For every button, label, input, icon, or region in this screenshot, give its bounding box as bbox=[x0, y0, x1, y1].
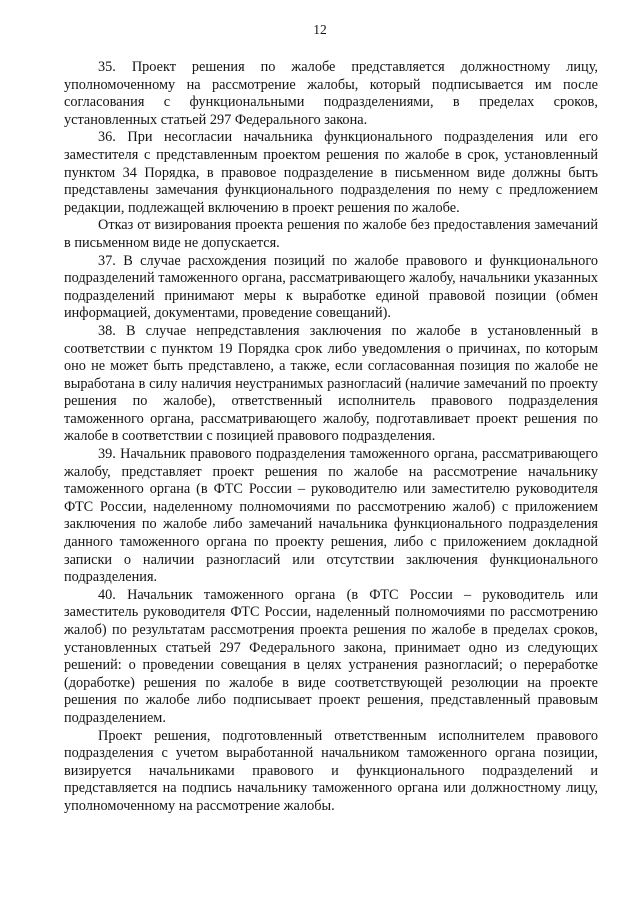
paragraph-37: 37. В случае расхождения позиций по жалобе правового и функционального подразделений таможенного органа, рассматривающего жалобу, начальники указанных подразделений принимают меры к выработке единой правовой позиции (обмен информацией, документами, проведение совещаний). bbox=[64, 252, 598, 322]
paragraph-39: 39. Начальник правового подразделения таможенного органа, рассматривающего жалобу, представляет проект решения по жалобе на рассмотрение начальнику таможенного органа (в ФТС России – руководителю или заместителю руководителя ФТС России, наделенному полномочиями по рассмотрению жалоб) с приложением заключения по жалобе либо замечаний начальника функционального подразделения данного таможенного органа по проекту решения, либо с приложением докладной записки о наличии разногласий или отсутствии заключения функционального подразделения. bbox=[64, 446, 598, 586]
paragraph-36-refusal-note: Отказ от визирования проекта решения по жалобе без предоставления замечаний в письменном виде не допускается. bbox=[64, 217, 598, 251]
paragraph-40-draft-note: Проект решения, подготовленный ответственным исполнителем правового подразделения с учетом выработанной начальником таможенного органа позиции, визируется начальниками правового и функционального подразделений и представляется на подпись начальнику таможенного органа или должностному лицу, уполномоченному на рассмотрение жалобы. bbox=[64, 727, 598, 814]
paragraph-40: 40. Начальник таможенного органа (в ФТС России – руководитель или заместитель руководителя ФТС России, наделенный полномочиями по рассмотрению жалоб) по результатам рассмотрения проекта решения по жалобе в пределах сроков, установленных статьей 297 Федерального закона, принимает одно из следующих решений: о проведении совещания в целях устранения разногласий; о переработке (доработке) решения по жалобе в виде соответствующей резолюции на проекте решения по жалобе либо подписывает проект решения, представленный правовым подразделением. bbox=[64, 586, 598, 726]
page-number: 12 bbox=[313, 22, 327, 37]
document-body bbox=[64, 59, 598, 816]
paragraph-36: 36. При несогласии начальника функционального подразделения или его заместителя с представленным проектом решения по жалобе в срок, установленный пунктом 34 Порядка, в правовое подразделение в письменном виде должны быть представлены замечания функционального подразделения по нему с предложением редакции, подлежащей включению в проект решения по жалобе. bbox=[64, 129, 598, 216]
paragraph-35: 35. Проект решения по жалобе представляется должностному лицу, уполномоченному на рассмотрение жалобы, который подписывается им после согласования с функциональными подразделениями, в пределах сроков, установленных статьей 297 Федерального закона. bbox=[64, 59, 598, 128]
paragraph-38: 38. В случае непредставления заключения по жалобе в установленный в соответствии с пунктом 19 Порядка срок либо уведомления о причинах, по которым оно не может быть представлено, а также, если согласованная позиция по жалобе не выработана в силу наличия неустранимых разногласий (наличие замечаний по проекту решения по жалобе), ответственный исполнитель правового подразделения таможенного органа, рассматривающего жалобу, подготавливает проект решения по жалобе в соответствии с позицией правового подразделения. bbox=[64, 322, 598, 445]
